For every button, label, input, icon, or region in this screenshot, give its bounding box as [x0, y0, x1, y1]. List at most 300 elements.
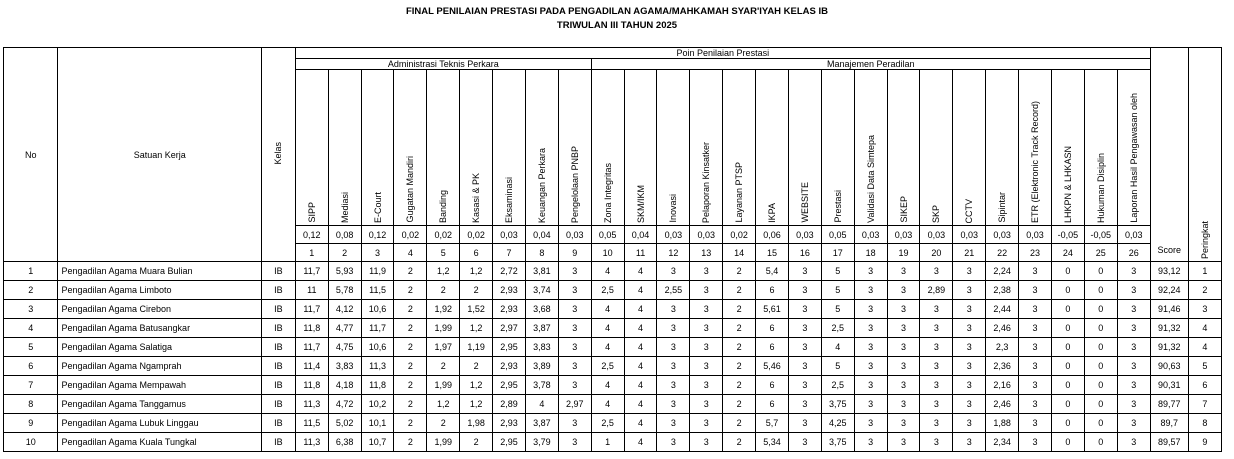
criterion-label: E-Court	[361, 70, 394, 226]
row-value: 3	[788, 262, 821, 281]
row-value: 3	[887, 414, 920, 433]
row-value: 3,89	[525, 357, 558, 376]
row-satuan-kerja: Pengadilan Agama Mempawah	[58, 376, 261, 395]
criterion-label: Laporan Hasil Pengawasan oleh	[1117, 70, 1150, 226]
row-value: 2	[723, 357, 756, 376]
row-value: 3	[953, 300, 986, 319]
row-value: 0	[1051, 357, 1084, 376]
criterion-number: 22	[986, 244, 1019, 262]
criterion-weight: 0,02	[723, 226, 756, 244]
row-value: 3	[788, 300, 821, 319]
criterion-weight: 0,04	[525, 226, 558, 244]
row-satuan-kerja: Pengadilan Agama Salatiga	[58, 338, 261, 357]
row-value: 1,99	[427, 433, 460, 452]
row-kelas: IB	[261, 414, 295, 433]
row-value: 1,2	[460, 319, 493, 338]
row-value: 0	[1051, 338, 1084, 357]
criterion-number: 11	[624, 244, 657, 262]
row-value: 3	[854, 281, 887, 300]
row-value: 3	[1019, 262, 1052, 281]
row-value: 1,2	[460, 376, 493, 395]
header-score: Score	[1150, 48, 1188, 262]
row-value: 2,97	[558, 395, 591, 414]
row-value: 2,93	[493, 281, 526, 300]
criterion-number: 26	[1117, 244, 1150, 262]
row-score: 89,7	[1150, 414, 1188, 433]
row-value: 3	[920, 376, 953, 395]
row-value: 3	[788, 414, 821, 433]
criterion-number: 4	[394, 244, 427, 262]
row-satuan-kerja: Pengadilan Agama Limboto	[58, 281, 261, 300]
row-value: 2	[723, 319, 756, 338]
header-peringkat: Peringkat	[1188, 48, 1221, 262]
row-value: 2,5	[591, 281, 624, 300]
row-value: 3	[1117, 319, 1150, 338]
row-value: 4	[591, 338, 624, 357]
row-peringkat: 7	[1188, 395, 1221, 414]
row-score: 92,24	[1150, 281, 1188, 300]
row-value: 4	[624, 414, 657, 433]
row-value: 2,93	[493, 414, 526, 433]
row-value: 3	[953, 395, 986, 414]
row-value: 5	[821, 300, 854, 319]
row-value: 3	[690, 357, 723, 376]
row-value: 2,38	[986, 281, 1019, 300]
row-value: 2,3	[986, 338, 1019, 357]
row-value: 3	[1117, 300, 1150, 319]
row-value: 3	[558, 357, 591, 376]
row-value: 3	[953, 262, 986, 281]
criterion-label: WEBSITE	[788, 70, 821, 226]
row-value: 3,87	[525, 319, 558, 338]
row-value: 0	[1051, 300, 1084, 319]
row-value: 5,02	[328, 414, 361, 433]
criterion-weight: 0,03	[920, 226, 953, 244]
row-value: 3	[953, 338, 986, 357]
row-value: 4	[591, 395, 624, 414]
row-value: 3,87	[525, 414, 558, 433]
row-peringkat: 9	[1188, 433, 1221, 452]
row-value: 2,46	[986, 395, 1019, 414]
row-value: 2,95	[493, 433, 526, 452]
row-value: 3	[854, 376, 887, 395]
row-value: 3	[887, 338, 920, 357]
row-value: 3,74	[525, 281, 558, 300]
row-value: 3	[887, 281, 920, 300]
row-no: 6	[4, 357, 58, 376]
row-value: 3	[953, 319, 986, 338]
row-value: 3	[854, 300, 887, 319]
criterion-weight: -0,05	[1084, 226, 1117, 244]
row-value: 0	[1084, 395, 1117, 414]
row-value: 2	[723, 262, 756, 281]
criterion-number: 10	[591, 244, 624, 262]
row-no: 5	[4, 338, 58, 357]
row-value: 3	[1019, 376, 1052, 395]
row-value: 3	[920, 319, 953, 338]
row-value: 3,79	[525, 433, 558, 452]
table-row	[4, 357, 1222, 376]
row-value: 3	[1117, 281, 1150, 300]
row-value: 6,38	[328, 433, 361, 452]
row-value: 3	[690, 376, 723, 395]
row-kelas: IB	[261, 281, 295, 300]
table-row	[4, 395, 1222, 414]
criterion-weight: -0,05	[1051, 226, 1084, 244]
criterion-label: SIPP	[295, 70, 328, 226]
criterion-label: Kasasi & PK	[460, 70, 493, 226]
criterion-weight: 0,05	[591, 226, 624, 244]
criterion-label: Gugatan Mandiri	[394, 70, 427, 226]
criterion-weight: 0,03	[493, 226, 526, 244]
row-value: 3	[1019, 300, 1052, 319]
criterion-number: 6	[460, 244, 493, 262]
row-value: 3	[887, 433, 920, 452]
row-value: 3	[558, 262, 591, 281]
row-value: 3	[854, 395, 887, 414]
row-no: 2	[4, 281, 58, 300]
row-value: 2	[394, 281, 427, 300]
row-peringkat: 3	[1188, 300, 1221, 319]
criterion-weight: 0,03	[953, 226, 986, 244]
row-value: 3	[558, 281, 591, 300]
table-row	[4, 338, 1222, 357]
row-value: 2,89	[920, 281, 953, 300]
row-value: 3	[558, 319, 591, 338]
row-value: 4	[591, 319, 624, 338]
table-row	[4, 262, 1222, 281]
row-value: 4	[525, 395, 558, 414]
row-value: 3,75	[821, 433, 854, 452]
row-value: 11,8	[295, 319, 328, 338]
row-value: 4	[624, 262, 657, 281]
row-value: 3	[887, 357, 920, 376]
row-value: 3	[788, 433, 821, 452]
row-value: 1,99	[427, 319, 460, 338]
row-value: 0	[1084, 414, 1117, 433]
row-value: 3	[1117, 338, 1150, 357]
row-score: 91,32	[1150, 338, 1188, 357]
row-value: 4	[591, 376, 624, 395]
criterion-weight: 0,02	[460, 226, 493, 244]
criterion-weight: 0,02	[394, 226, 427, 244]
row-value: 0	[1084, 376, 1117, 395]
row-satuan-kerja: Pengadilan Agama Ngamprah	[58, 357, 261, 376]
criterion-weight: 0,03	[887, 226, 920, 244]
row-value: 3	[1019, 395, 1052, 414]
row-value: 2	[723, 300, 756, 319]
row-value: 4,25	[821, 414, 854, 433]
row-value: 5,4	[756, 262, 789, 281]
row-no: 3	[4, 300, 58, 319]
row-kelas: IB	[261, 433, 295, 452]
row-value: 2	[723, 376, 756, 395]
criterion-label: Sipintar	[986, 70, 1019, 226]
row-value: 3	[690, 338, 723, 357]
row-value: 1,88	[986, 414, 1019, 433]
row-value: 2	[723, 338, 756, 357]
row-value: 2	[394, 300, 427, 319]
row-satuan-kerja: Pengadilan Agama Muara Bulian	[58, 262, 261, 281]
row-value: 3	[920, 338, 953, 357]
row-peringkat: 8	[1188, 414, 1221, 433]
row-value: 3	[558, 300, 591, 319]
row-value: 3	[690, 300, 723, 319]
criterion-number: 25	[1084, 244, 1117, 262]
row-value: 2	[394, 395, 427, 414]
row-satuan-kerja: Pengadilan Agama Tanggamus	[58, 395, 261, 414]
row-value: 3	[854, 414, 887, 433]
row-value: 2	[394, 433, 427, 452]
row-value: 3	[887, 262, 920, 281]
row-value: 2,34	[986, 433, 1019, 452]
report-subtitle: TRIWULAN III TAHUN 2025	[556, 20, 678, 31]
row-kelas: IB	[261, 357, 295, 376]
criterion-number: 13	[690, 244, 723, 262]
row-value: 3,68	[525, 300, 558, 319]
row-satuan-kerja: Pengadilan Agama Batusangkar	[58, 319, 261, 338]
row-value: 3	[854, 338, 887, 357]
row-value: 10,2	[361, 395, 394, 414]
row-value: 11,8	[361, 376, 394, 395]
row-score: 89,57	[1150, 433, 1188, 452]
row-value: 4,72	[328, 395, 361, 414]
row-value: 0	[1084, 357, 1117, 376]
row-value: 3	[887, 395, 920, 414]
criterion-weight: 0,08	[328, 226, 361, 244]
row-value: 6	[756, 395, 789, 414]
row-value: 2	[723, 414, 756, 433]
row-value: 2	[394, 319, 427, 338]
row-score: 89,77	[1150, 395, 1188, 414]
row-value: 3	[788, 319, 821, 338]
criterion-number: 3	[361, 244, 394, 262]
row-value: 2	[460, 357, 493, 376]
criterion-number: 1	[295, 244, 328, 262]
criterion-number: 9	[558, 244, 591, 262]
criterion-weight: 0,03	[657, 226, 690, 244]
row-value: 1,19	[460, 338, 493, 357]
row-value: 3	[1019, 281, 1052, 300]
row-value: 3	[953, 376, 986, 395]
table-row	[4, 319, 1222, 338]
row-value: 4,12	[328, 300, 361, 319]
criterion-weight: 0,12	[295, 226, 328, 244]
row-value: 2	[394, 414, 427, 433]
row-value: 3	[558, 376, 591, 395]
criterion-weight: 0,03	[854, 226, 887, 244]
row-value: 3	[887, 300, 920, 319]
row-value: 0	[1084, 281, 1117, 300]
row-value: 3	[920, 433, 953, 452]
row-value: 0	[1051, 281, 1084, 300]
table-row	[4, 376, 1222, 395]
row-value: 2	[394, 376, 427, 395]
row-value: 2,36	[986, 357, 1019, 376]
criterion-label: Inovasi	[657, 70, 690, 226]
criterion-label: Banding	[427, 70, 460, 226]
row-no: 1	[4, 262, 58, 281]
row-value: 1,2	[460, 395, 493, 414]
row-value: 11,9	[361, 262, 394, 281]
row-value: 3	[920, 300, 953, 319]
row-value: 10,1	[361, 414, 394, 433]
row-peringkat: 5	[1188, 357, 1221, 376]
row-value: 6	[756, 281, 789, 300]
row-satuan-kerja: Pengadilan Agama Lubuk Linggau	[58, 414, 261, 433]
row-value: 3,78	[525, 376, 558, 395]
criterion-number: 20	[920, 244, 953, 262]
row-value: 3	[657, 338, 690, 357]
criterion-number: 15	[756, 244, 789, 262]
row-value: 11,7	[295, 300, 328, 319]
criterion-number: 8	[525, 244, 558, 262]
row-value: 3	[788, 281, 821, 300]
row-peringkat: 1	[1188, 262, 1221, 281]
row-value: 11,8	[295, 376, 328, 395]
row-value: 1,92	[427, 300, 460, 319]
criterion-weight: 0,03	[690, 226, 723, 244]
row-value: 5,34	[756, 433, 789, 452]
row-value: 2,5	[821, 319, 854, 338]
row-value: 3	[1019, 414, 1052, 433]
row-value: 2	[460, 433, 493, 452]
row-value: 3	[657, 376, 690, 395]
row-value: 11,7	[295, 338, 328, 357]
row-kelas: IB	[261, 319, 295, 338]
table-row	[4, 300, 1222, 319]
row-value: 5	[821, 357, 854, 376]
criterion-weight: 0,12	[361, 226, 394, 244]
row-value: 3,83	[525, 338, 558, 357]
row-value: 6	[756, 338, 789, 357]
criterion-weight: 0,03	[788, 226, 821, 244]
row-value: 3	[657, 262, 690, 281]
row-peringkat: 4	[1188, 338, 1221, 357]
row-value: 2,24	[986, 262, 1019, 281]
row-kelas: IB	[261, 262, 295, 281]
row-value: 3	[690, 281, 723, 300]
row-score: 90,31	[1150, 376, 1188, 395]
criterion-label: Pengelolaan PNBP	[558, 70, 591, 226]
row-value: 3	[854, 319, 887, 338]
table-row	[4, 414, 1222, 433]
row-value: 1,99	[427, 376, 460, 395]
row-value: 3	[1117, 357, 1150, 376]
row-value: 2	[394, 262, 427, 281]
row-value: 2,46	[986, 319, 1019, 338]
row-value: 3	[558, 433, 591, 452]
criterion-label: SKP	[920, 70, 953, 226]
row-value: 2,55	[657, 281, 690, 300]
row-value: 3	[1117, 414, 1150, 433]
header-no: No	[4, 48, 58, 262]
row-value: 11,5	[361, 281, 394, 300]
row-value: 2,44	[986, 300, 1019, 319]
row-value: 10,7	[361, 433, 394, 452]
row-value: 2,5	[591, 414, 624, 433]
row-value: 2	[460, 281, 493, 300]
row-value: 4,77	[328, 319, 361, 338]
row-value: 4	[624, 395, 657, 414]
header-satuan-kerja: Satuan Kerja	[58, 48, 261, 262]
row-value: 0	[1084, 300, 1117, 319]
row-value: 3	[788, 357, 821, 376]
row-value: 2	[427, 357, 460, 376]
row-value: 6	[756, 376, 789, 395]
criterion-label: CCTV	[953, 70, 986, 226]
row-value: 1,2	[460, 262, 493, 281]
row-value: 11,3	[295, 433, 328, 452]
row-score: 91,32	[1150, 319, 1188, 338]
criterion-label: Validasi Data Simtepa	[854, 70, 887, 226]
row-value: 3	[690, 319, 723, 338]
row-value: 0	[1051, 414, 1084, 433]
row-value: 4	[624, 300, 657, 319]
row-value: 0	[1051, 262, 1084, 281]
row-value: 3	[657, 395, 690, 414]
row-value: 0	[1051, 319, 1084, 338]
row-value: 4	[591, 262, 624, 281]
row-value: 3	[1019, 338, 1052, 357]
criterion-label: IKPA	[756, 70, 789, 226]
row-value: 10,6	[361, 338, 394, 357]
row-value: 2	[394, 338, 427, 357]
row-score: 90,63	[1150, 357, 1188, 376]
row-value: 2,95	[493, 338, 526, 357]
row-value: 2	[723, 433, 756, 452]
row-value: 3,75	[821, 395, 854, 414]
row-value: 2,93	[493, 300, 526, 319]
criterion-label: Hukuman Disiplin	[1084, 70, 1117, 226]
criterion-label: Layanan PTSP	[723, 70, 756, 226]
row-value: 10,6	[361, 300, 394, 319]
row-value: 3	[1117, 395, 1150, 414]
row-value: 3	[558, 338, 591, 357]
row-value: 3	[657, 319, 690, 338]
row-no: 8	[4, 395, 58, 414]
report-title: FINAL PENILAIAN PRESTASI PADA PENGADILAN AGAMA/MAHKAMAH SYAR'IYAH KELAS IB	[405, 6, 829, 17]
criterion-weight: 0,03	[558, 226, 591, 244]
row-value: 0	[1051, 433, 1084, 452]
criterion-number: 16	[788, 244, 821, 262]
criterion-number: 24	[1051, 244, 1084, 262]
row-value: 4,18	[328, 376, 361, 395]
row-value: 3	[1019, 319, 1052, 338]
row-value: 4	[624, 357, 657, 376]
row-value: 2,5	[821, 376, 854, 395]
row-value: 3,81	[525, 262, 558, 281]
row-score: 93,12	[1150, 262, 1188, 281]
row-satuan-kerja: Pengadilan Agama Cirebon	[58, 300, 261, 319]
row-value: 3	[1019, 433, 1052, 452]
row-value: 3	[657, 414, 690, 433]
criterion-weight: 0,06	[756, 226, 789, 244]
row-value: 3	[657, 433, 690, 452]
row-value: 3	[657, 300, 690, 319]
criterion-label: SKM/IKM	[624, 70, 657, 226]
row-value: 11,5	[295, 414, 328, 433]
row-value: 1	[591, 433, 624, 452]
criterion-weight: 0,02	[427, 226, 460, 244]
row-value: 2,5	[591, 357, 624, 376]
row-value: 5	[821, 281, 854, 300]
row-value: 4	[624, 338, 657, 357]
row-value: 3	[558, 414, 591, 433]
row-value: 11,3	[361, 357, 394, 376]
row-no: 4	[4, 319, 58, 338]
row-value: 3	[854, 262, 887, 281]
